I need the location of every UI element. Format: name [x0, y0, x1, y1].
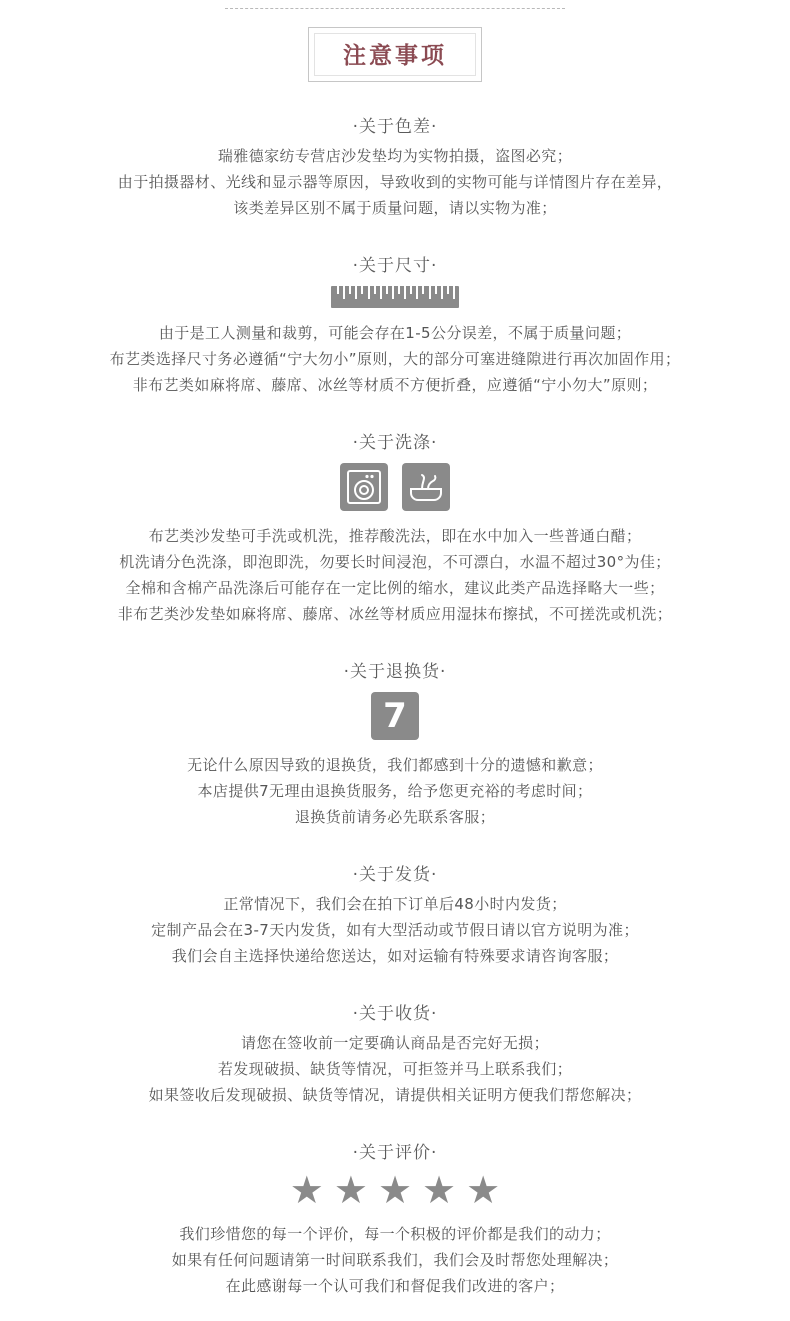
- return-icon-row: [0, 692, 790, 740]
- section-line: 由于是工人测量和裁剪，可能会存在1-5公分误差，不属于质量问题；: [158, 324, 632, 342]
- star-icon: ★: [333, 1170, 368, 1212]
- section-line: 在此感谢每一个认可我们和督促我们改进的客户；: [225, 1277, 565, 1295]
- section-line: 由于拍摄器材、光线和显示器等原因，导致收到的实物可能与详情图片存在差异，: [117, 173, 673, 191]
- size-icon-row: [0, 286, 790, 308]
- section-heading: ·关于收货·: [352, 1004, 438, 1024]
- section-line: 请您在签收前一定要确认商品是否完好无损；: [240, 1034, 549, 1052]
- seven-day-return-icon: 7: [371, 692, 419, 740]
- notice-page: [0, 8, 790, 1321]
- section-lines: [0, 523, 790, 627]
- section-lines: [0, 1030, 790, 1108]
- section-line: 如果签收后发现破损、缺货等情况，请提供相关证明方便我们帮您解决；: [148, 1086, 642, 1104]
- section-line: 我们珍惜您的每一个评价，每一个积极的评价都是我们的动力；: [179, 1225, 611, 1243]
- star-icon: ★: [422, 1170, 457, 1212]
- section-heading: ·关于退换货·: [343, 662, 447, 682]
- section-washing: [0, 428, 790, 627]
- section-line: 布艺类选择尺寸务必遵循“宁大勿小”原则，大的部分可塞进缝隙进行再次加固作用；: [109, 350, 681, 368]
- section-size: [0, 251, 790, 398]
- section-line: 布艺类沙发垫可手洗或机洗，推荐酸洗法，即在水中加入一些普通白醋；: [148, 527, 642, 545]
- section-return: [0, 657, 790, 830]
- section-line: 正常情况下，我们会在拍下订单后48小时内发货；: [223, 895, 567, 913]
- star-icon: ★: [289, 1170, 324, 1212]
- section-lines: [0, 752, 790, 830]
- bottom-spacer: [0, 1299, 790, 1321]
- washing-machine-icon: [340, 463, 388, 511]
- section-line: 如果有任何问题请第一时间联系我们，我们会及时帮您处理解决；: [171, 1251, 619, 1269]
- page-title-wrap: [0, 27, 790, 82]
- ruler-icon: [331, 286, 459, 308]
- page-title-box: [308, 27, 482, 82]
- top-dashed-divider: [225, 8, 565, 9]
- section-line: 无论什么原因导致的退换货，我们都感到十分的遗憾和歉意；: [187, 756, 603, 774]
- section-receiving: [0, 999, 790, 1108]
- washing-icon-row: [0, 463, 790, 511]
- section-lines: [0, 891, 790, 969]
- section-heading: ·关于评价·: [352, 1143, 438, 1163]
- section-line: 本店提供7无理由退换货服务，给予您更充裕的考虑时间；: [197, 782, 593, 800]
- section-line: 瑞雅德家纺专营店沙发垫均为实物拍摄，盗图必究；: [217, 147, 573, 165]
- section-lines: [0, 320, 790, 398]
- section-line: 退换货前请务必先联系客服；: [294, 808, 496, 826]
- star-icon: ★: [466, 1170, 501, 1212]
- section-line: 机洗请分色洗涤，即泡即洗，勿要长时间浸泡，不可漂白，水温不超过30°为佳；: [119, 553, 671, 571]
- section-review: [0, 1138, 790, 1299]
- section-color-difference: [0, 112, 790, 221]
- section-line: 非布艺类如麻将席、藤席、冰丝等材质不方便折叠，应遵循“宁小勿大”原则；: [132, 376, 658, 394]
- hand-wash-icon: [402, 463, 450, 511]
- page-title: 注意事项: [343, 43, 447, 69]
- section-lines: [0, 1221, 790, 1299]
- section-heading: ·关于洗涤·: [352, 433, 438, 453]
- section-shipping: [0, 860, 790, 969]
- section-heading: ·关于尺寸·: [352, 256, 438, 276]
- section-heading: ·关于色差·: [352, 117, 438, 137]
- star-rating: [0, 1171, 790, 1211]
- section-line: 非布艺类沙发垫如麻将席、藤席、冰丝等材质应用湿抹布擦拭，不可搓洗或机洗；: [117, 605, 673, 623]
- section-line: 该类差异区别不属于质量问题，请以实物为准；: [233, 199, 557, 217]
- section-line: 定制产品会在3-7天内发货，如有大型活动或节假日请以官方说明为准；: [151, 921, 639, 939]
- section-line: 全棉和含棉产品洗涤后可能存在一定比例的缩水，建议此类产品选择略大一些；: [125, 579, 665, 597]
- section-heading: ·关于发货·: [352, 865, 438, 885]
- section-line: 若发现破损、缺货等情况，可拒签并马上联系我们；: [217, 1060, 573, 1078]
- section-lines: [0, 143, 790, 221]
- section-line: 我们会自主选择快递给您送达，如对运输有特殊要求请咨询客服；: [171, 947, 619, 965]
- star-icon: ★: [377, 1170, 413, 1212]
